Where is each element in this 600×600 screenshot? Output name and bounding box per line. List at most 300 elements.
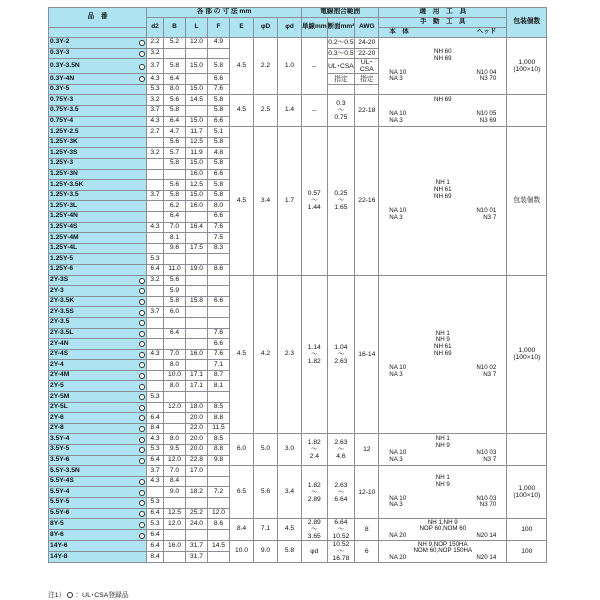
dim-B: 8.0 [164, 84, 186, 95]
dim-L: 14.5 [186, 95, 208, 106]
header-product-no: 品 番 [49, 8, 147, 28]
dim-d2: 4.3 [147, 434, 164, 445]
dim-phiD: 2.2 [254, 38, 278, 95]
ul-csa-mark-icon [139, 341, 145, 347]
dim-d2 [147, 211, 164, 222]
product-code: 0.3Y-3 [49, 48, 147, 59]
product-code: 1.25Y-3N [49, 169, 147, 180]
dim-F [208, 286, 230, 297]
dim-L [186, 254, 208, 265]
product-code: 0.75Y-3 [49, 95, 147, 106]
dim-B: 11.0 [164, 264, 186, 275]
dim-F: 4.8 [208, 148, 230, 159]
dim-d2 [147, 402, 164, 413]
dim-phid: 1.0 [278, 38, 302, 95]
dim-d2: 3.2 [147, 148, 164, 159]
dim-B: 8.0 [164, 360, 186, 371]
dim-d2: 6.4 [147, 541, 164, 552]
product-code: 2Y-5M [49, 392, 147, 403]
dim-E: 4.5 [230, 95, 254, 127]
dim-F: 7.6 [208, 328, 230, 339]
product-code: 2Y-8 [49, 423, 147, 434]
dim-d2: 2.7 [147, 127, 164, 138]
dim-F: 5.8 [208, 190, 230, 201]
dim-L: 17.1 [186, 381, 208, 392]
product-code: 5.5Y-5 [49, 498, 147, 509]
wire-awg: 6 [355, 541, 379, 563]
dim-L: 16.0 [186, 169, 208, 180]
header-phiD: φD [254, 18, 278, 38]
dim-F [208, 476, 230, 487]
header-body-head: 本 体 ヘッド [379, 28, 507, 38]
wire-area: 指定 [327, 74, 355, 85]
dim-L: 16.4 [186, 222, 208, 233]
dim-L: 31.7 [186, 552, 208, 563]
header-awg: AWG [355, 18, 379, 38]
dim-d2: 6.4 [147, 455, 164, 466]
dim-phid: 5.8 [278, 541, 302, 563]
dim-B: 8.0 [164, 381, 186, 392]
dim-B [164, 317, 186, 328]
dim-E: 6.5 [230, 466, 254, 519]
dim-L: 17.0 [186, 466, 208, 477]
dim-F: 11.5 [208, 423, 230, 434]
dim-B: 4.7 [164, 127, 186, 138]
product-code: 1.25Y-3S [49, 148, 147, 159]
table-row [49, 127, 547, 138]
dim-L: 16.0 [186, 201, 208, 212]
dim-F: 6.6 [208, 211, 230, 222]
dim-B: 5.8 [164, 159, 186, 170]
terminal-spec-table [48, 7, 547, 563]
dim-phiD: 2.5 [254, 95, 278, 127]
dim-F [208, 530, 230, 541]
dim-L: 11.7 [186, 127, 208, 138]
product-code: 2Y-5 [49, 381, 147, 392]
product-code: 1.25Y-4L [49, 243, 147, 254]
dim-L [186, 530, 208, 541]
dim-d2: 5.3 [147, 254, 164, 265]
header-area: 断面mm² [327, 18, 355, 38]
table-row [49, 38, 547, 49]
pack-qty: 100 [507, 519, 547, 541]
dim-L: 15.0 [186, 116, 208, 127]
dim-d2: 4.3 [147, 74, 164, 85]
product-code: 3.5Y-5 [49, 445, 147, 456]
pack-qty: 1,000 (100×10) [507, 38, 547, 95]
dim-d2 [147, 328, 164, 339]
dim-B: 12.0 [164, 519, 186, 530]
product-code: 1.25Y-3.5 [49, 190, 147, 201]
pack-qty: 100 [507, 541, 547, 563]
ul-csa-mark-icon [139, 426, 145, 432]
dim-L: 17.1 [186, 370, 208, 381]
dim-d2: 4.3 [147, 476, 164, 487]
dim-F [208, 552, 230, 563]
dim-d2: 4.3 [147, 222, 164, 233]
dim-L: 15.0 [186, 159, 208, 170]
dim-B: 5.8 [164, 296, 186, 307]
dim-d2: 8.4 [147, 552, 164, 563]
header-L: L [186, 18, 208, 38]
ul-csa-mark-icon [139, 447, 145, 453]
dim-phiD: 5.0 [254, 434, 278, 466]
ul-csa-mark-icon [139, 384, 145, 390]
dim-F: 5.1 [208, 127, 230, 138]
dim-L [186, 339, 208, 350]
dim-d2 [147, 169, 164, 180]
dim-F: 4.9 [208, 38, 230, 49]
dim-F: 7.6 [208, 84, 230, 95]
dim-L: 11.9 [186, 148, 208, 159]
product-code: 1.25Y-3K [49, 137, 147, 148]
dim-phid: 1.4 [278, 95, 302, 127]
ul-csa-mark-icon [139, 299, 145, 305]
ul-csa-mark-icon [139, 352, 145, 358]
ul-csa-mark-icon [139, 40, 145, 46]
header-B: B [164, 18, 186, 38]
product-code: 1.25Y-3 [49, 159, 147, 170]
dim-E: 10.0 [230, 541, 254, 563]
wire-single: 1.82 ～ 2.89 [302, 466, 328, 519]
dim-d2: 5.3 [147, 519, 164, 530]
header-F: F [208, 18, 230, 38]
footnote [48, 589, 129, 599]
dim-F: 7.6 [208, 349, 230, 360]
ul-csa-mark-icon [139, 522, 145, 528]
dim-L: 18.2 [186, 487, 208, 498]
dim-B [164, 339, 186, 350]
dim-L [186, 392, 208, 403]
dim-B [164, 169, 186, 180]
dim-F: 5.8 [208, 180, 230, 191]
product-code: 1.25Y-6 [49, 264, 147, 275]
wire-single: 2.89 ～ 3.65 [302, 519, 328, 541]
dim-F: 8.5 [208, 402, 230, 413]
wire-awg: 16-14 [355, 275, 379, 434]
dim-B: 12.0 [164, 455, 186, 466]
tool-list: NH 1 NH 9 NA 10 N10 03 NA 3 N3 7 [379, 434, 507, 466]
dim-d2 [147, 381, 164, 392]
dim-L: 16.0 [186, 349, 208, 360]
dim-phid: 1.7 [278, 127, 302, 275]
dim-F: 7.6 [208, 222, 230, 233]
product-code: 8Y-6 [49, 530, 147, 541]
dim-d2 [147, 137, 164, 148]
wire-area: 2.63 ～ 4.6 [327, 434, 355, 466]
product-code: 1.25Y-4N [49, 211, 147, 222]
product-code: 2Y-3.5 [49, 317, 147, 328]
dim-F: 7.5 [208, 233, 230, 244]
dim-B: 5.6 [164, 180, 186, 191]
dim-L [186, 307, 208, 318]
product-code: 1.25Y-3.5K [49, 180, 147, 191]
dim-B: 5.8 [164, 190, 186, 201]
product-code: 5.5Y-3.5N [49, 466, 147, 477]
dim-F: 5.8 [208, 137, 230, 148]
ul-csa-mark-icon [139, 405, 145, 411]
table-row [49, 466, 547, 477]
header-tools: 適 用 工 具 [379, 8, 507, 18]
dim-B [164, 530, 186, 541]
wire-single: – [302, 38, 328, 95]
dim-F: 8.8 [208, 413, 230, 424]
dim-F [208, 254, 230, 265]
dim-L: 22.0 [186, 423, 208, 434]
dim-L [186, 74, 208, 85]
wire-awg: 24-20 [355, 38, 379, 49]
footnote-prefix: 注1） [48, 592, 66, 599]
dim-F: 8.8 [208, 445, 230, 456]
dim-F: 6.6 [208, 339, 230, 350]
dim-phid: 2.3 [278, 275, 302, 434]
wire-awg: 8 [355, 519, 379, 541]
dim-d2 [147, 180, 164, 191]
wire-single: 1.82 ～ 2.4 [302, 434, 328, 466]
dim-E: 4.5 [230, 38, 254, 95]
dim-F: 8.5 [208, 434, 230, 445]
dim-phiD: 7.1 [254, 519, 278, 541]
dim-L: 22.8 [186, 455, 208, 466]
dim-F [208, 275, 230, 286]
dim-B: 6.0 [164, 307, 186, 318]
dim-L [186, 328, 208, 339]
dim-phiD: 9.0 [254, 541, 278, 563]
product-code: 1.25Y-4S [49, 222, 147, 233]
tool-list: NH 1 NH 61 NH 69 NA 10 N10 01 NA 3 N3 7 [379, 127, 507, 275]
wire-awg [355, 84, 379, 95]
tool-list: NH 69 NA 10 N10 05 NA 3 N3 69 [379, 95, 507, 127]
dim-d2: 3.2 [147, 48, 164, 59]
wire-single: – [302, 95, 328, 127]
dim-F: 8.1 [208, 381, 230, 392]
dim-F: 6.6 [208, 116, 230, 127]
dim-L [186, 498, 208, 509]
wire-single: 1.14 ～ 1.82 [302, 275, 328, 434]
product-code: 0.75Y-3.5 [49, 106, 147, 117]
dim-F [208, 307, 230, 318]
ul-csa-mark-icon [139, 437, 145, 443]
dim-B: 12.5 [164, 508, 186, 519]
dim-d2: 8.4 [147, 423, 164, 434]
product-code: 2Y-3.5K [49, 296, 147, 307]
dim-L [186, 476, 208, 487]
dim-B: 5.7 [164, 148, 186, 159]
dim-B: 8.4 [164, 476, 186, 487]
wire-awg: UL･CSA [355, 59, 379, 74]
product-code: 14Y-8 [49, 552, 147, 563]
product-code: 2Y-4N [49, 339, 147, 350]
dim-F: 6.6 [208, 296, 230, 307]
dim-L: 15.8 [186, 296, 208, 307]
product-code: 0.3Y-2 [49, 38, 147, 49]
dim-d2: 6.4 [147, 413, 164, 424]
dim-d2 [147, 296, 164, 307]
dim-B [164, 552, 186, 563]
dim-B [164, 413, 186, 424]
dim-phid: 3.4 [278, 466, 302, 519]
wire-area: 10.52 ～ 16.78 [327, 541, 355, 563]
dim-L [186, 48, 208, 59]
dim-d2: 4.3 [147, 116, 164, 127]
dim-d2 [147, 339, 164, 350]
product-code: 2Y-4S [49, 349, 147, 360]
dim-d2 [147, 317, 164, 328]
table-row [49, 519, 547, 530]
dim-phiD: 3.4 [254, 127, 278, 275]
dim-L: 15.0 [186, 190, 208, 201]
dim-L [186, 317, 208, 328]
product-code: 2Y-6 [49, 413, 147, 424]
dim-L: 20.0 [186, 413, 208, 424]
dim-B [164, 48, 186, 59]
product-code: 0.3Y-3.5N [49, 59, 147, 74]
dim-d2: 5.3 [147, 498, 164, 509]
ul-csa-mark-icon [139, 320, 145, 326]
dim-B [164, 423, 186, 434]
dim-d2: 5.3 [147, 445, 164, 456]
wire-area: 1.04 ～ 2.63 [327, 275, 355, 434]
dim-B: 8.1 [164, 233, 186, 244]
ul-csa-mark-icon [139, 458, 145, 464]
wire-area: UL･CSA [327, 59, 355, 74]
header-d2: d2 [147, 18, 164, 38]
wire-awg: 22-20 [355, 48, 379, 59]
dim-B: 5.6 [164, 275, 186, 286]
dim-B: 7.0 [164, 466, 186, 477]
dim-B: 5.6 [164, 95, 186, 106]
dim-F: 5.8 [208, 59, 230, 74]
dim-d2: 4.3 [147, 349, 164, 360]
pack-qty [507, 434, 547, 466]
ul-csa-mark-icon [139, 310, 145, 316]
product-code: 3.5Y-6 [49, 455, 147, 466]
dim-L [186, 211, 208, 222]
product-code: 0.75Y-4 [49, 116, 147, 127]
footnote-text: ：UL･CSA登録品 [75, 592, 129, 599]
dim-d2 [147, 487, 164, 498]
dim-E: 6.0 [230, 434, 254, 466]
ul-csa-mark-icon [139, 331, 145, 337]
dim-F: 7.1 [208, 360, 230, 371]
dim-L [186, 360, 208, 371]
header-code-blank [49, 28, 147, 38]
product-code: 1.25Y-5 [49, 254, 147, 265]
dim-F: 8.6 [208, 519, 230, 530]
dim-E: 8.4 [230, 519, 254, 541]
header-single: 単線mm [302, 18, 328, 38]
dim-F: 6.6 [208, 169, 230, 180]
product-code: 5.5Y-4 [49, 487, 147, 498]
product-code: 2Y-4 [49, 360, 147, 371]
ul-csa-mark-icon [139, 288, 145, 294]
dim-d2 [147, 243, 164, 254]
dim-B: 8.0 [164, 434, 186, 445]
wire-area: 2.63 ～ 6.64 [327, 466, 355, 519]
ul-csa-mark-icon [139, 51, 145, 57]
dim-phid: 4.5 [278, 519, 302, 541]
dim-d2 [147, 370, 164, 381]
product-code: 2Y-3 [49, 286, 147, 297]
ul-csa-mark-icon [139, 394, 145, 400]
ul-csa-mark-icon [139, 373, 145, 379]
dim-F: 5.8 [208, 95, 230, 106]
product-code: 2Y-5L [49, 402, 147, 413]
dim-F: 5.8 [208, 159, 230, 170]
dim-L: 12.0 [186, 38, 208, 49]
ul-csa-mark-icon [139, 278, 145, 284]
pack-qty: 1,000 (100×10) [507, 275, 547, 434]
dim-F: 12.0 [208, 508, 230, 519]
dim-B: 5.9 [164, 286, 186, 297]
tool-list: NH 60 NH 69 NA 10 N10 04 NA 3 N3 70 [379, 38, 507, 95]
product-code: 1.25Y-2.5 [49, 127, 147, 138]
wire-awg: 22-16 [355, 127, 379, 275]
dim-F: 8.7 [208, 370, 230, 381]
product-code: 2Y-3S [49, 275, 147, 286]
ul-csa-mark-icon [139, 511, 145, 517]
wire-awg: 22-18 [355, 95, 379, 127]
ul-csa-mark-icon [139, 490, 145, 496]
dim-B: 5.8 [164, 59, 186, 74]
product-code: 0.3Y-5 [49, 84, 147, 95]
header-phid: φd [278, 18, 302, 38]
pack-qty [507, 95, 547, 127]
dim-L [186, 275, 208, 286]
dim-d2: 6.4 [147, 264, 164, 275]
product-code: 2Y-3.5L [49, 328, 147, 339]
table-body [49, 38, 547, 563]
dim-d2: 3.2 [147, 275, 164, 286]
product-code: 8Y-5 [49, 519, 147, 530]
dim-L: 12.5 [186, 180, 208, 191]
dim-B: 12.0 [164, 402, 186, 413]
wire-area: 0.25 ～ 1.65 [327, 127, 355, 275]
dim-F: 8.3 [208, 243, 230, 254]
dim-L: 20.0 [186, 445, 208, 456]
dim-B: 9.0 [164, 487, 186, 498]
dim-B: 5.8 [164, 106, 186, 117]
dim-d2 [147, 233, 164, 244]
product-code: 1.25Y-4M [49, 233, 147, 244]
dim-d2: 2.2 [147, 38, 164, 49]
table-row [49, 275, 547, 286]
dim-L: 19.0 [186, 264, 208, 275]
product-code: 5.5Y-4S [49, 476, 147, 487]
dim-B [164, 254, 186, 265]
dim-F [208, 392, 230, 403]
dim-F [208, 48, 230, 59]
dim-E: 4.5 [230, 275, 254, 434]
ul-csa-mark-icon [139, 64, 145, 70]
pack-qty: 1,000 (100×10) [507, 466, 547, 519]
wire-awg: 12-10 [355, 466, 379, 519]
dim-B: 5.6 [164, 137, 186, 148]
dim-phid: 3.0 [278, 434, 302, 466]
dim-L: 31.7 [186, 541, 208, 552]
dim-F [208, 498, 230, 509]
product-code: 1.25Y-3L [49, 201, 147, 212]
dim-F: 6.6 [208, 74, 230, 85]
header-dimensions: 各 部 の 寸 法 mm [147, 8, 302, 18]
header-wire-range: 電線抱合範囲 [302, 8, 379, 18]
dim-F: 14.5 [208, 541, 230, 552]
tool-list: NH 1,NH 9 NOP 60,NOM 60 NA 20 N20 14 [379, 519, 507, 541]
wire-area: 0.3～0.5 [328, 49, 354, 57]
product-code: 2Y-3.5S [49, 307, 147, 318]
ul-csa-mark-icon [139, 76, 145, 82]
dim-L [186, 106, 208, 117]
